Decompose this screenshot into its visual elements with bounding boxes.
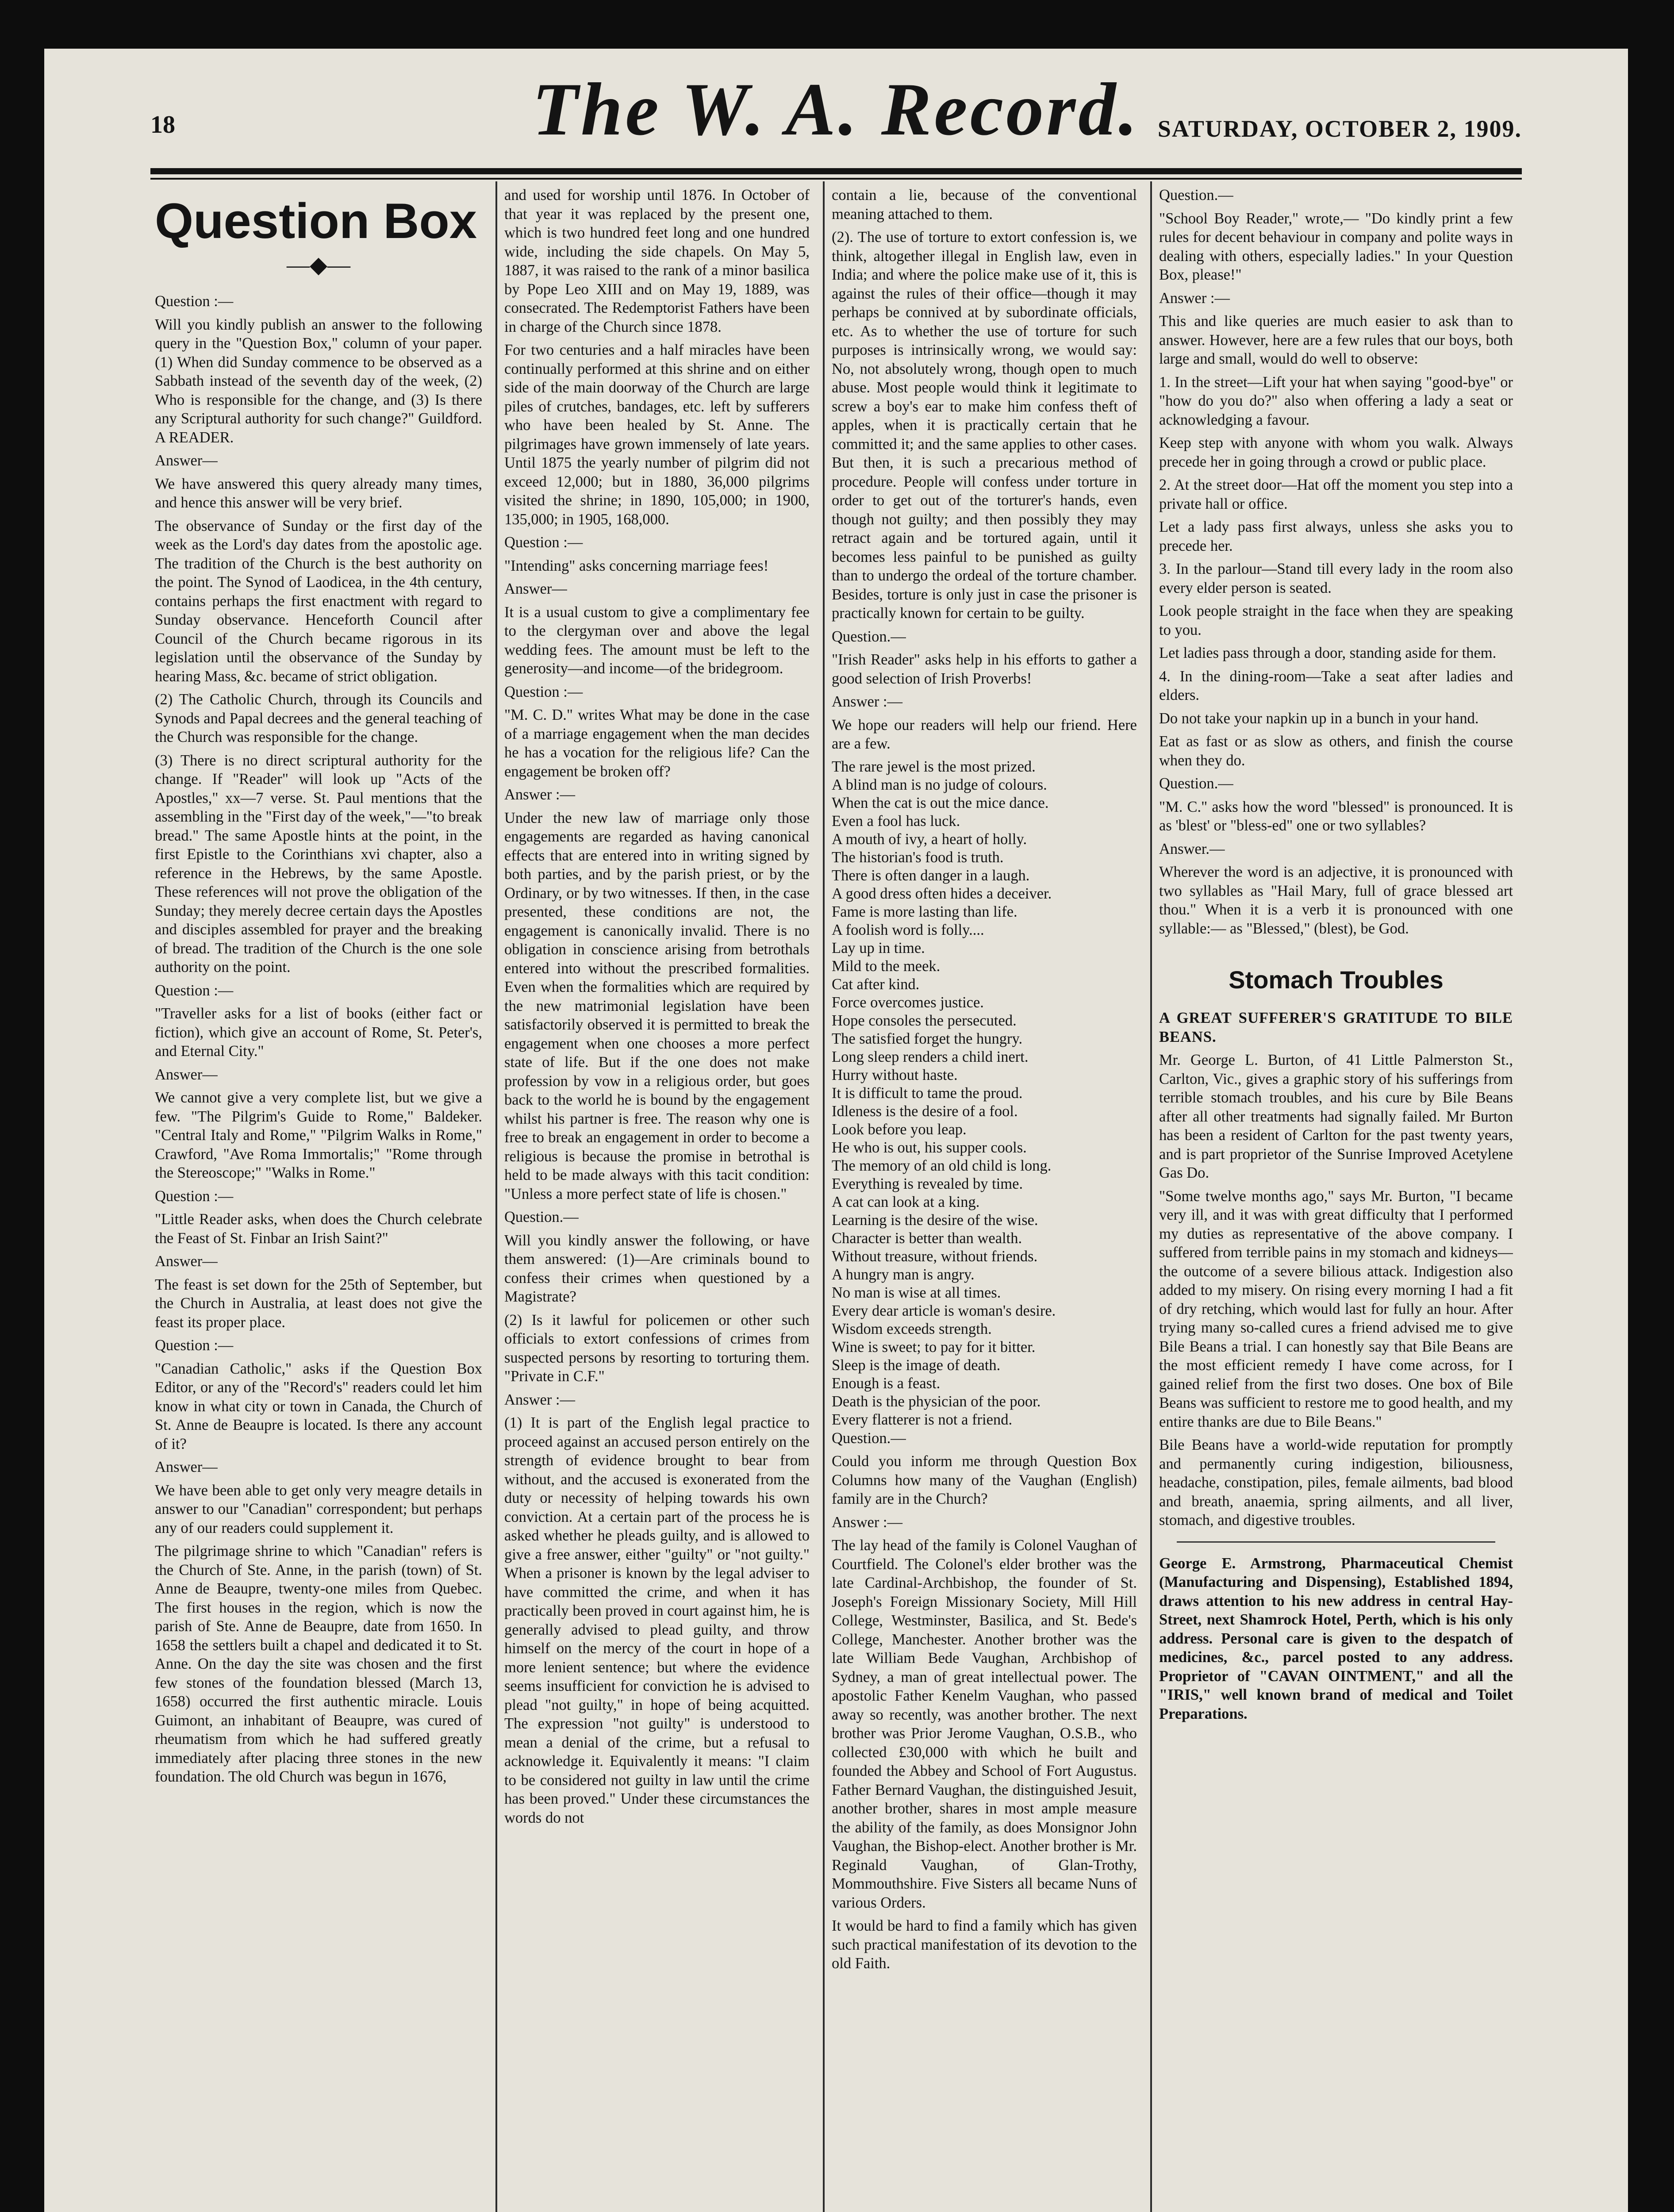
question-label: Question :— (155, 1187, 234, 1205)
column-2 (504, 186, 810, 2212)
etiquette-rule: Let a lady pass first always, unless she asks you to precede her. (1159, 518, 1513, 554)
article-text: (2). The use of torture to extort confession is, we think, altogether illegal in English law, even in India; and where the police make use of it, this is against the rules of their office—though it may perhaps be connived at by subordinate officials, etc. As to whether the use of torture for such purposes is intrinsically wrong, we would say: No, not absolutely wrong, though open to much abuse. Most people would think it legitimate to screw a boy's ear to make him confess theft of apples, when it is practically certain that he committed it; and the same applies to other cases. But then, it is such a precarious method of procedure. People will confess under torture in order to get out of the torturer's hands, even though not guilty; and then possibly they may retract again and be tortured again, until it becomes less painful to be punished as guilty than to undergo the ordeal of the torture chamber. Besides, torture is only just in case the prisoner is practically known for certain to be guilty. (832, 229, 1137, 622)
answer-text: The lay head of the family is Colonel Vaughan of Courtfield. The Colonel's elder brother was the late Cardinal-Archbishop, the founder of St. Joseph's Foreign Missionary Society, Mill Hill College, Westminster, Basilica, and St. Bede's College, Manchester. Another brother was the late William Bede Vaughan, Archbishop of Sydney, a man of great intellectual power. The apostolic Father Kenelm Vaughan, who passed away so recently, was another brother. The next brother was Prior Jerome Vaughan, O.S.B., who collected £30,000 with which he built and founded the Abbey and School of Fort Augustus. Father Bernard Vaughan, the distinguished Jesuit, another brother, shares in most ample measure the ability of the family, as does Monsignor John Vaughan, the Bishop-elect. Another brother is Mr. Reginald Vaughan, of Glan-Trothy, Mommouthshire. Five Sisters all became Nuns of various Orders. (832, 1537, 1137, 1911)
proverb-line: No man is wise at all times. (832, 1284, 1001, 1301)
column-divider (1150, 181, 1152, 2212)
etiquette-rule: Look people straight in the face when they are speaking to you. (1159, 603, 1513, 638)
page-number: 18 (150, 111, 175, 138)
advertisement-text: "Some twelve months ago," says Mr. Burton, "I became very ill, and it was with great difficulty that I performed my duties as representative of the above company. I suffered from terrible pains in my stomach and kidneys—the outcome of a severe bilious attack. Indigestion also added to my misery. On rising every morning I had a fit of dry retching, which would last for fully an hour. After trying many so-called cures a friend advised me to give Bile Beans a trial. I can honestly say that Bile Beans are the most efficient remedy I have come across, for I gained relief from the first two doses. One box of Bile Beans was sufficient to restore me to good health, and my entire thanks are due to Bile Beans." (1159, 1187, 1513, 1430)
column-4 (1159, 186, 1513, 2212)
answer-text: We have answered this query already many times, and hence this answer will be very brief. (155, 475, 482, 511)
question-label: Question :— (504, 683, 583, 700)
answer-text: Under the new law of marriage only those engagements are regarded as having canonical effects that are entered into in writing signed by both parties, and by the parish priest, or by the Ordinary, or by two witnesses. If then, in the case presented, these conditions are not, the engagement is canonically invalid. There is no obligation in conscience arising from betrothals entered into without the prescribed formalities. Even when the formalities which are required by the new matrimonial legislation have been satisfactorily observed it is permitted to break the engagement when one chooses a more perfect state of life. But if the one does not make profession by vow in a religious order, but goes back to the world he is bound by the engagement whilst his partner is free. The reason why one is free to break an engagement in order to become a religious is because the promise in betrothal is held to be made always with this tacit condition: "Unless a more perfect state of life is chosen." (504, 809, 810, 1202)
answer-label: Answer :— (832, 1513, 903, 1531)
proverb-line: The rare jewel is the most prized. (832, 758, 1036, 775)
answer-label: Answer :— (504, 1391, 576, 1408)
proverb-line: When the cat is out the mice dance. (832, 794, 1049, 811)
answer-label: Answer.— (1159, 840, 1225, 857)
etiquette-rule: Keep step with anyone with whom you walk. Always precede her in going through a crowd or public place. (1159, 434, 1513, 470)
proverb-line: A blind man is no judge of colours. (832, 776, 1047, 793)
question-text: "Little Reader asks, when does the Church celebrate the Feast of St. Finbar an Irish Saint?" (155, 1211, 482, 1247)
proverb-line: A foolish word is folly.... (832, 921, 984, 938)
answer-text: The pilgrimage shrine to which "Canadian" refers is the Church of Ste. Anne, in the parish (town) of St. Anne de Beaupre, twenty-one miles from Quebec. The first houses in the region, which is now the parish of Ste. Anne de Beaupre, date from 1650. In 1658 the settlers built a chapel and dedicated it to St. Anne. On the day the site was chosen and the first few stones of the foundation blessed (March 13, 1658) occurred the first authentic miracle. Louis Guimont, an inhabitant of Beaupre, was cured of rheumatism from which he had suffered greatly immediately after placing three stones in the new foundation. The old Church was begun in 1676, (155, 1543, 482, 1785)
proverb-line: There is often danger in a laugh. (832, 867, 1030, 884)
proverb-line: Character is better than wealth. (832, 1229, 1022, 1247)
chemist-notice: George E. Armstrong, Pharmaceutical Chemist (Manufacturing and Dispensing), Established 1894, draws attention to his new address in central Hay-Street, next Shamrock Hotel, Perth, which is his only address. Personal care is given to the despatch of medicines, &c., parcel posted to any address. Proprietor of "CAVAN OINTMENT," and all the "IRIS," well known brand of medical and Toilet Preparations. (1159, 1555, 1513, 1722)
proverb-line: Fame is more lasting than life. (832, 903, 1017, 920)
question-label: Question :— (504, 534, 583, 551)
question-text: "Canadian Catholic," asks if the Question Box Editor, or any of the "Record's" readers could let him know in what city or town in Canada, the Church of St. Anne de Beaupre is located. Is there any account of it? (155, 1360, 482, 1452)
answer-label: Answer— (155, 1066, 218, 1083)
etiquette-rule: 3. In the parlour—Stand till every lady in the room also every elder person is seated. (1159, 561, 1513, 596)
answer-text: We cannot give a very complete list, but we give a few. "The Pilgrim's Guide to Rome," Baldeker. "Central Italy and Rome," "Pilgrim Walks in Rome," Crawford, "Ave Roma Immortalis;" "Rome through the Stereoscope;" "Walks in Rome." (155, 1089, 482, 1181)
answer-text: (2) The Catholic Church, through its Councils and Synods and Papal decrees and the general teaching of the Church was responsible for the change. (155, 691, 482, 745)
proverb-line: A good dress often hides a deceiver. (832, 885, 1052, 902)
proverb-line: A cat can look at a king. (832, 1193, 980, 1210)
question-label: Question :— (155, 982, 234, 999)
column-3 (832, 186, 1137, 2212)
proverb-line: Mild to the meek. (832, 957, 941, 975)
answer-label: Answer— (504, 580, 567, 597)
question-text: "School Boy Reader," wrote,— "Do kindly print a few rules for decent behaviour in company and polite ways in dealing with others, especially ladies." In your Question Box, please!" (1159, 210, 1513, 283)
proverb-line: Idleness is the desire of a fool. (832, 1102, 1018, 1120)
proverb-line: Enough is a feast. (832, 1375, 941, 1392)
proverb-line: Hope consoles the persecuted. (832, 1012, 1017, 1029)
question-text: "Irish Reader" asks help in his efforts to gather a good selection of Irish Proverbs! (832, 651, 1137, 687)
proverb-line: It is difficult to tame the proud. (832, 1084, 1023, 1102)
answer-label: Answer— (155, 1459, 218, 1475)
proverb-line: Wine is sweet; to pay for it bitter. (832, 1338, 1036, 1356)
column-1 (155, 186, 482, 2212)
proverb-line: Without treasure, without friends. (832, 1248, 1038, 1265)
article-text: For two centuries and a half miracles have been continually performed at this shrine and on either side of the main doorway of the Church are large piles of crutches, bandages, etc. left by sufferers who have been healed by St. Anne. The pilgrimages have grown immensely of late years. Until 1875 the yearly number of pilgrim did not exceed 12,000; but in 1880, 36,000 pilgrims visited the shrine; in 1890, 105,000; in 1900, 135,000; in 1905, 168,000. (504, 342, 810, 528)
question-text: (2) Is it lawful for policemen or other such officials to extort confessions of crimes from suspected persons by resorting to torturing them. "Private in C.F." (504, 1311, 810, 1385)
answer-text: It is a usual custom to give a complimentary fee to the clergyman over and above the legal wedding fees. The amount must be left to the generosity—and income—of the bridegroom. (504, 603, 810, 677)
advertisement-headline: A GREAT SUFFERER'S GRATITUDE TO BILE BEANS. (1159, 1010, 1513, 1045)
masthead-rule (150, 168, 1522, 174)
answer-text: We hope our readers will help our friend. Here are a few. (832, 716, 1137, 752)
proverb-line: Death is the physician of the poor. (832, 1393, 1041, 1410)
newspaper-title: The W. A. Record. (532, 68, 1140, 151)
question-text: Could you inform me through Question Box Columns how many of the Vaughan (English) family are in the Church? (832, 1453, 1137, 1507)
etiquette-rule: 1. In the street—Lift your hat when saying "good-bye" or "how do you do?" also when offering a lady a seat or acknowledging a favour. (1159, 373, 1513, 428)
answer-label: Answer— (155, 452, 218, 469)
article-text: and used for worship until 1876. In October of that year it was replaced by the present one, which is two hundred feet long and one hundred wide, including the side chapels. On May 5, 1887, it was raised to the rank of a minor basilica by Pope Leo XIII and on May 19, 1889, was consecrated. The Redemptorist Fathers have been in charge of the Church since 1878. (504, 187, 810, 335)
answer-text: (1) It is part of the English legal practice to proceed against an accused person entirely on the strength of evidence brought to bear from without, and the accused is exonerated from the duty or necessity of helping towards his own conviction. At a certain part of the process he is asked whether he pleads guilty, and is allowed to give a free answer, either "guilty" or "not guilty." When a prisoner is known by the legal adviser to have committed the crime, and when it has practically been proved in court against him, he is generally advised to plead guilty, and throw himself on the mercy of the court in hope of a more lenient sentence; but where the evidence seems insufficient for conviction he is advised to plead "not guilty," in hope of being acquitted. The expression "not guilty" is understood to mean a denial of the crime, but a refusal to acknowledge it. Equivalently it means: "I claim to be considered not guilty in law until the crime has been proved." Under these circumstances the words do not (504, 1414, 810, 1826)
proverb-line: A hungry man is angry. (832, 1266, 975, 1283)
proverb-list (832, 758, 1137, 1429)
ornament-divider: —◆— (287, 253, 350, 278)
proverb-line: The historian's food is truth. (832, 849, 1004, 866)
proverb-line: Look before you leap. (832, 1121, 967, 1138)
proverb-line: Lay up in time. (832, 939, 925, 956)
answer-text: Wherever the word is an adjective, it is pronounced with two syllables as "Hail Mary, full of grace blessed art thou." When it is a verb it is pronounced with one syllable:— as "Blessed," (blest), be God. (1159, 864, 1513, 937)
answer-label: Answer :— (1159, 289, 1230, 307)
advertisement-text: Mr. George L. Burton, of 41 Little Palmerston St., Carlton, Vic., gives a graphic story of his sufferings from terrible stomach troubles, and his cure by Bile Beans after all other treatments had signally failed. Mr Burton has been a resident of Carlton for the past twenty years, and is part proprietor of the Sunrise Improved Acetylene Gas Do. (1159, 1052, 1513, 1181)
question-label: Question.— (832, 628, 906, 645)
question-label: Question :— (155, 293, 234, 310)
answer-label: Answer :— (832, 693, 903, 710)
column-divider (495, 181, 497, 2212)
masthead-rule-thin (150, 178, 1522, 180)
question-text: Will you kindly publish an answer to the following query in the "Question Box," column of your paper. (1) When did Sunday commence to be observed as a Sabbath instead of the seventh day of the week, (2) Who is responsible for the change, and (3) Is there any Scriptural authority for such change?" Guildford. A READER. (155, 316, 482, 446)
section-divider (1177, 1541, 1495, 1543)
question-text: "M. C." asks how the word "blessed" is pronounced. It is as 'blest' or "bless-ed" one or two syllables? (1159, 798, 1513, 834)
proverb-line: Everything is revealed by time. (832, 1175, 1023, 1192)
newspaper-page (44, 49, 1628, 2212)
proverb-line: Learning is the desire of the wise. (832, 1211, 1038, 1229)
answer-label: Answer :— (504, 786, 576, 803)
answer-text: (3) There is no direct scriptural authority for the change. If "Reader" will look up "Acts of the Apostles," xx—7 verse. St. Paul mentions that the assembling in the "First day of the week,"—"to break bread." The same Apostle hints at the point, in the first Epistle to the Corinthians xvi chapter, also a reference in the Hebrews, by the same Apostle. These references will not prove the obligation of the Sunday; they merely decree certain days the Apostles and disciples assembled for prayer and the breaking of bread. The tradition of the Church is the one sole authority on the point. (155, 752, 482, 975)
etiquette-rule: Let ladies pass through a door, standing aside for them. (1159, 645, 1497, 661)
proverb-line: Even a fool has luck. (832, 812, 960, 830)
question-label: Question.— (1159, 187, 1233, 204)
question-label: Question.— (1159, 775, 1233, 792)
answer-label: Answer— (155, 1253, 218, 1270)
proverb-line: The memory of an old child is long. (832, 1157, 1052, 1174)
column-divider (823, 181, 825, 2212)
proverb-line: Hurry without haste. (832, 1066, 958, 1083)
etiquette-rule: 2. At the street door—Hat off the moment you step into a private hall or office. (1159, 476, 1513, 512)
question-text: "M. C. D." writes What may be done in the case of a marriage engagement when the man decides he has a vocation for the religious life? Can the engagement be broken off? (504, 707, 810, 780)
proverb-line: Wisdom exceeds strength. (832, 1320, 992, 1337)
advertisement-text: Bile Beans have a world-wide reputation for promptly and permanently curing indigestion, biliousness, headache, constipation, piles, female ailments, bad blood and breath, anaemia, spring ailments, and all liver, stomach, and digestive troubles. (1159, 1436, 1513, 1528)
dateline: SATURDAY, OCTOBER 2, 1909. (1157, 115, 1522, 142)
answer-text: The observance of Sunday or the first day of the week as the Lord's day dates from the apostolic age. The tradition of the Church is the best authority on the point. The Synod of Laodicea, in the 4th century, contains perhaps the first enactment with regard to Sunday observance. Henceforth Council after Council of the Church became rigorous in its legislation until the observance of the Sunday by hearing Mass, &c. became of strict obligation. (155, 517, 482, 685)
answer-text: This and like queries are much easier to ask than to answer. However, here are a few rules that our boys, both large and small, would do well to observe: (1159, 313, 1513, 367)
proverb-line: The satisfied forget the hungry. (832, 1030, 1023, 1047)
question-label: Question :— (155, 1337, 234, 1354)
proverb-line: Force overcomes justice. (832, 994, 984, 1011)
etiquette-rule: 4. In the dining-room—Take a seat after ladies and elders. (1159, 668, 1513, 703)
article-text: contain a lie, because of the conventional meaning attached to them. (832, 187, 1137, 223)
question-text: "Traveller asks for a list of books (either fact or fiction), which give an account of Rome, St. Peter's, and Eternal City." (155, 1005, 482, 1060)
section-title: Question Box (155, 193, 477, 249)
proverb-line: Sleep is the image of death. (832, 1356, 1001, 1374)
proverb-line: Long sleep renders a child inert. (832, 1048, 1029, 1065)
proverb-line: Every flatterer is not a friend. (832, 1411, 1013, 1428)
question-text: Will you kindly answer the following, or have them answered: (1)—Are criminals bound to confess their crimes when questioned by a Magistrate? (504, 1232, 810, 1305)
question-label: Question.— (504, 1209, 579, 1225)
etiquette-rule: Eat as fast or as slow as others, and finish the course when they do. (1159, 733, 1513, 769)
proverb-line: He who is out, his supper cools. (832, 1139, 1027, 1156)
answer-text: It would be hard to find a family which has given such practical manifestation of its devotion to the old Faith. (832, 1917, 1137, 1972)
proverb-line: Cat after kind. (832, 975, 920, 993)
advertisement-title: Stomach Troubles (1229, 966, 1444, 994)
answer-text: The feast is set down for the 25th of September, but the Church in Australia, at least does not give the feast its proper place. (155, 1276, 482, 1331)
etiquette-rule: Do not take your napkin up in a bunch in your hand. (1159, 710, 1479, 727)
question-label: Question.— (832, 1429, 906, 1447)
question-text: "Intending" asks concerning marriage fees! (504, 557, 769, 574)
proverb-line: Every dear article is woman's desire. (832, 1302, 1056, 1319)
proverb-line: A mouth of ivy, a heart of holly. (832, 830, 1027, 848)
answer-text: We have been able to get only very meagre details in answer to our "Canadian" correspondent; but perhaps any of our readers could supplement it. (155, 1482, 482, 1536)
